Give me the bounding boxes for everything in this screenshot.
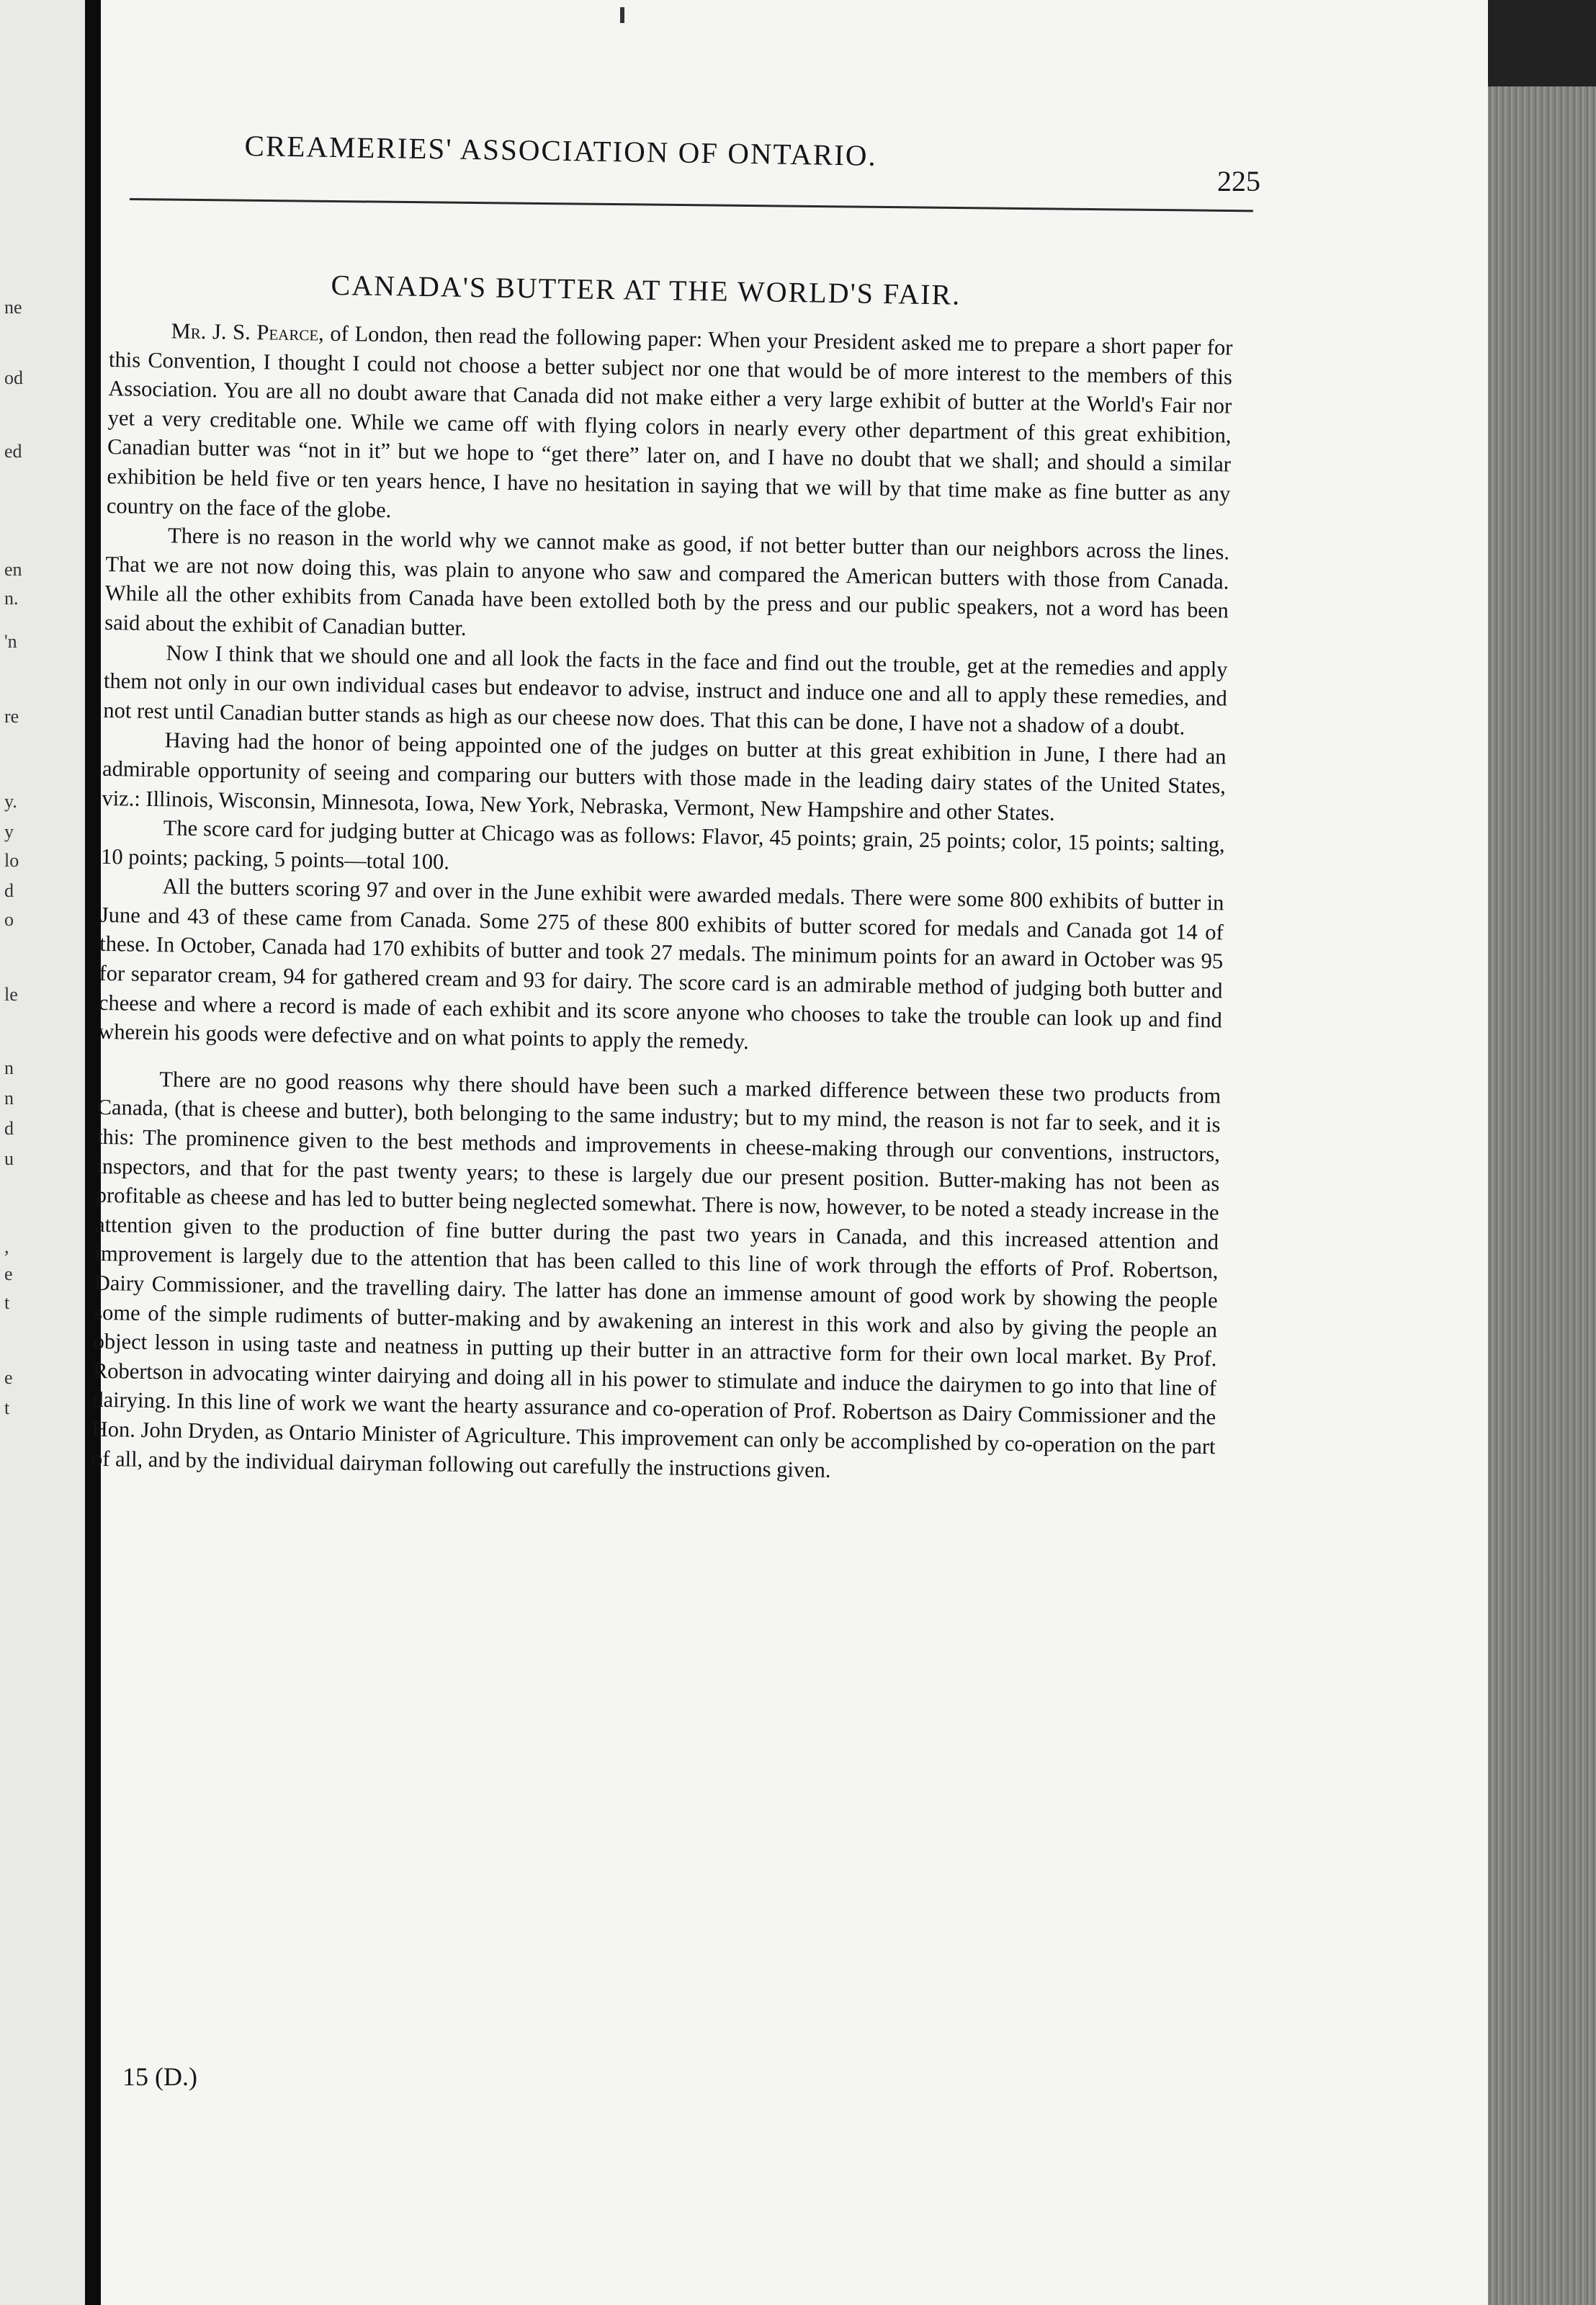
- paragraph: Now I think that we should one and all look the facts in the face and find out the trouble, get at the remedies and apply them not only in our own individual cases but endeavor to advise, instruct and induce one and all to apply these remedies, and not rest until Canadian butter stands as high as our cheese now does. That this can be done, I have not a shadow of a doubt.: [103, 640, 1228, 740]
- facing-page-fragment: ,: [4, 1236, 9, 1257]
- facing-page-fragment: n: [4, 1088, 14, 1109]
- facing-page-fragment: e: [4, 1263, 13, 1284]
- top-mark: [620, 7, 624, 23]
- facing-page-fragment: u: [4, 1148, 14, 1169]
- facing-page-fragment: d: [4, 880, 14, 901]
- page-edges-shadow: [1488, 0, 1596, 86]
- facing-page-fragment: y: [4, 821, 14, 842]
- facing-page-fragment: n.: [4, 588, 19, 609]
- facing-page-fragment: 'n: [4, 631, 17, 652]
- paragraph: There is no reason in the world why we cannot make as good, if not better butter than our neighbors across the lines. That we are not now doing this, was plain to anyone who saw and compared the American butters with those from Canada. While all the other exhibits from Canada have been extolled both by the press and our public speakers, not a word has been said about the exhibit of Canadian butter.: [104, 523, 1230, 640]
- article-body: [91, 315, 1233, 1490]
- facing-page-fragment: d: [4, 1118, 14, 1139]
- paragraph: [107, 315, 1233, 538]
- facing-page-fragment: ed: [4, 441, 22, 462]
- facing-page-fragment: re: [4, 706, 19, 727]
- paragraph: There are no good reasons why there should have been such a marked difference between these two products from Canada, (that is cheese and butter), both belonging to the same industry; but to my mind, the reason is not far to seek, and it is this: The prominence given to the best methods and improvements in cheese-making through our conventions, instructors, inspectors, and that for the past twenty years; to these is largely due our present position. Butter-making has not been as profitable as cheese and has led to butter being neglected somewhat. There is now, however, to be noted a steady increase in the attention given to the production of fine butter during the past two years in Canada, and this increased attention and improvement is largely due to the attention that has been called to this line of work through the efforts of Prof. Robertson, Dairy Commissioner, and the travelling dairy. The latter has done an immense amount of good work by showing the people some of the simple rudiments of butter-making and by awakening an interest in this work and also by giving the people an object lesson in using taste and neatness in putting up their butter in an attractive form for their own local market. By Prof. Robertson in advocating winter dairying and doing all in his power to stimulate and induce the dairymen to go into that line of dairying. In this line of work we want the hearty assurance and co-operation of Prof. Robertson as Dairy Commissioner and the Hon. John Dryden, as Ontario Minister of Agriculture. This improvement can only be accomplished by co-operation on the part of all, and by the individual dairyman following out carefully the instructions given.: [91, 1067, 1221, 1482]
- facing-page-fragment: o: [4, 909, 14, 930]
- facing-page-edge: [0, 0, 85, 2305]
- facing-page-fragment: ne: [4, 297, 22, 318]
- speaker-name: Mr. J. S. Pearce,: [171, 318, 325, 346]
- paragraph: The score card for judging butter at Chicago was as follows: Flavor, 45 points; grain, 25 points; color, 15 points; salting, 10 points; packing, 5 points—total 100.: [100, 815, 1225, 874]
- facing-page-fragment: n: [4, 1057, 14, 1078]
- article-title: CANADA'S BUTTER AT THE WORLD'S FAIR.: [331, 268, 961, 311]
- facing-page-fragment: lo: [4, 850, 19, 871]
- paragraph: Having had the honor of being appointed one of the judges on butter at this great exhibition in June, I there had an admirable opportunity of seeing and comparing our butters with those made in the leading dairy states of the United States, viz.: Illinois, Wisconsin, Minnesota, Iowa, New York, Nebraska, Vermont, New Hampshire and other States.: [102, 728, 1227, 825]
- running-head: CREAMERIES' ASSOCIATION OF ONTARIO.: [244, 128, 878, 172]
- paragraph-text: of London, then read the following paper: When your President asked me to prepare a short paper for this Convention, I thought I could not choose a better subject nor one that would be of more interest to the members of this Association. You are all no doubt aware that Canada did not make either a very large exhibit of butter at the World's Fair nor yet a very creditable one. While we came off with flying colors in nearly every other department of this great exhibition, Canadian butter was “not in it” but we hope to “get there” later on, and I have no doubt that we shall; and should a similar exhibition be held five or ten years hence, I have no hesitation in saying that we will by that time make as fine butter as any country on the face of the globe.: [106, 321, 1233, 522]
- facing-page-fragment: t: [4, 1292, 10, 1313]
- paragraph: All the butters scoring 97 and over in the June exhibit were awarded medals. There were some 800 exhibits of butter in June and 43 of these came from Canada. Some 275 of these 800 exhibits of butter scored for medals and Canada got 14 of these. In October, Canada had 170 exhibits of butter and took 27 medals. The minimum points for an award in October was 95 for separator cream, 94 for gathered cream and 93 for dairy. The score card is an admirable method of judging both butter and cheese and where a record is made of each exhibit and its score anyone who chooses to take the trouble can look up and find wherein his goods were defective and on what points to apply the remedy.: [98, 874, 1224, 1055]
- facing-page-fragment: e: [4, 1367, 13, 1388]
- page-edges: [1488, 86, 1596, 2305]
- facing-page-fragment: en: [4, 559, 22, 580]
- facing-page-fragment: t: [4, 1397, 10, 1418]
- page-number: 225: [1217, 165, 1260, 197]
- facing-page-fragment: le: [4, 984, 18, 1005]
- facing-page-fragment: y.: [4, 791, 17, 812]
- signature-mark: 15 (D.): [122, 2062, 197, 2091]
- facing-page-fragment: od: [4, 367, 23, 388]
